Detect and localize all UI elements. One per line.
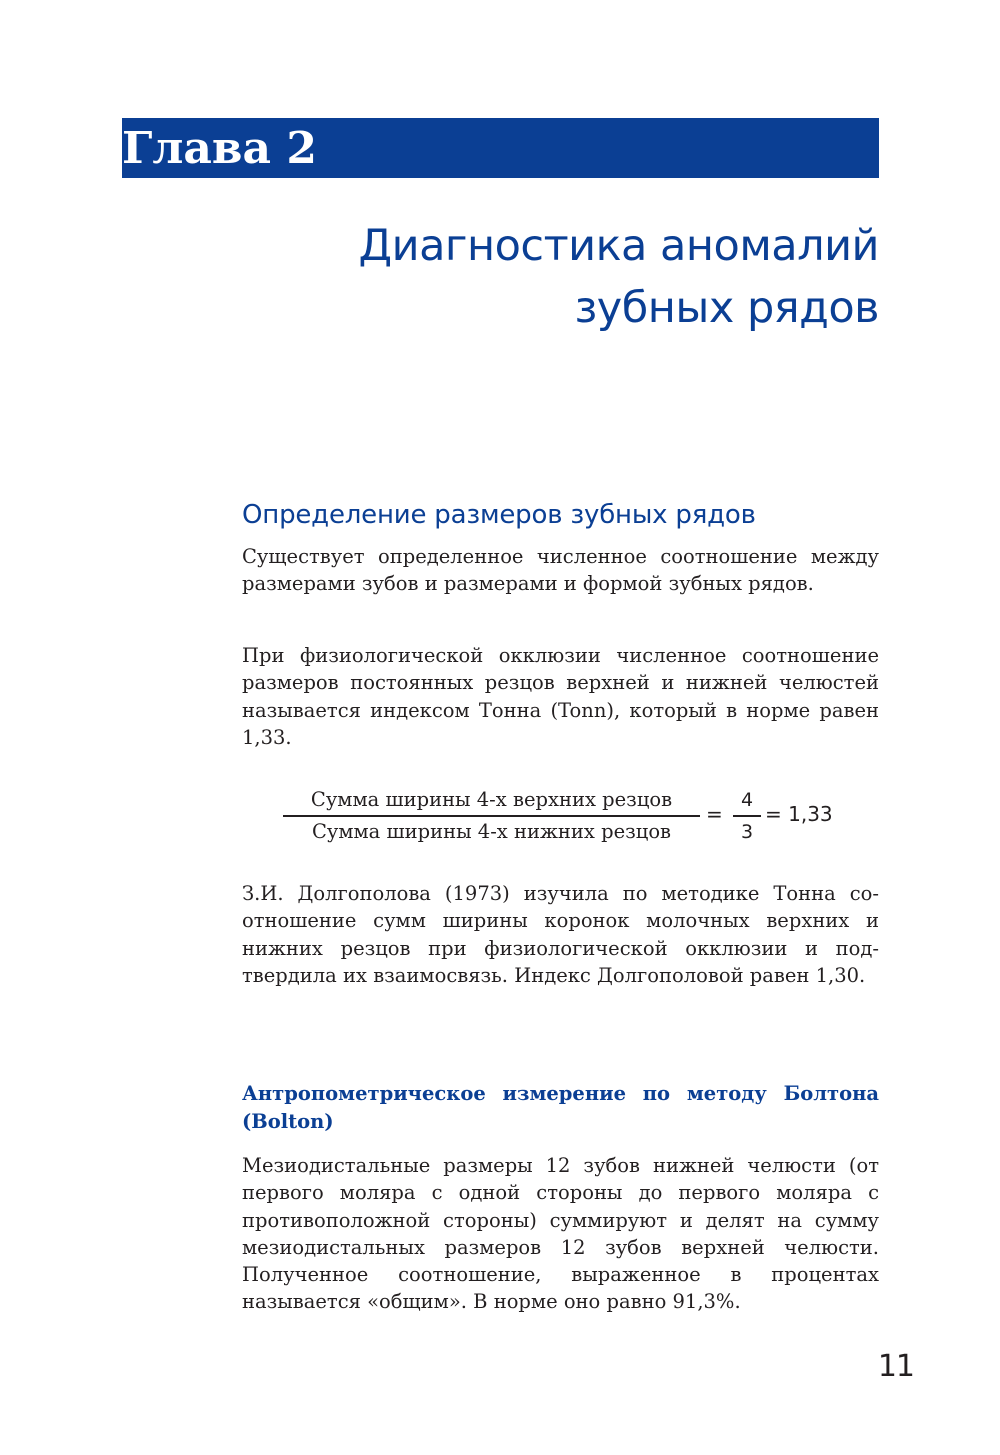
formula-equals-sign: = xyxy=(706,802,723,826)
chapter-title xyxy=(179,215,879,339)
formula-result: = 1,33 xyxy=(765,802,833,826)
formula-ratio-numerator: 4 xyxy=(740,789,754,811)
subsection-heading: Антропометрическое измерение по методу Болтона (Bolton) xyxy=(242,1082,879,1133)
formula-numerator: Сумма ширины 4-х верхних резцов xyxy=(310,788,673,811)
paragraph-bolton: Мезиодистальные размеры 12 зубов нижней челюсти (от первого моляра с одной стороны до первого моляра с противоположной стороны) суммируют и делят на сумму мезиодистальных размеров 12 зубов верхней челюсти. Полученное соотношение, выраженное в процентах называется «общим». В норме оно равно 91,3%. xyxy=(242,1154,879,1314)
page-number: 11 xyxy=(877,1349,914,1384)
paragraph-tonn-index: При физиологической окклюзии численное соотношение размеров постоянных резцов верхней и нижней челюстей называется индексом Тонна (Tonn), который в норме равен 1,33. xyxy=(242,644,879,749)
formula-ratio-denominator: 3 xyxy=(740,821,754,843)
formula-denominator: Сумма ширины 4-х нижних резцов xyxy=(311,820,672,843)
paragraph-dolgopolova: З.И. Долгополова (1973) изучила по методике Тонна соотношение сумм ширины коронок молочных верхних и нижних резцов при физиологической окклюзии и подтвердила их взаимосвязь. Индекс Долгополовой равен 1,30. xyxy=(242,882,879,987)
section-heading: Определение размеров зубных рядов xyxy=(242,500,756,530)
formula-ratio-bar xyxy=(733,815,761,817)
chapter-title-line-1: Диагностика аномалий xyxy=(358,221,879,271)
paragraph-intro: Существует определенное численное соотношение между размерами зубов и размерами и формой зубных рядов. xyxy=(242,545,879,596)
tonn-formula xyxy=(283,787,843,849)
chapter-title-line-2: зубных рядов xyxy=(574,283,879,333)
formula-fraction-bar xyxy=(283,815,700,817)
chapter-label: Глава 2 xyxy=(122,123,317,174)
